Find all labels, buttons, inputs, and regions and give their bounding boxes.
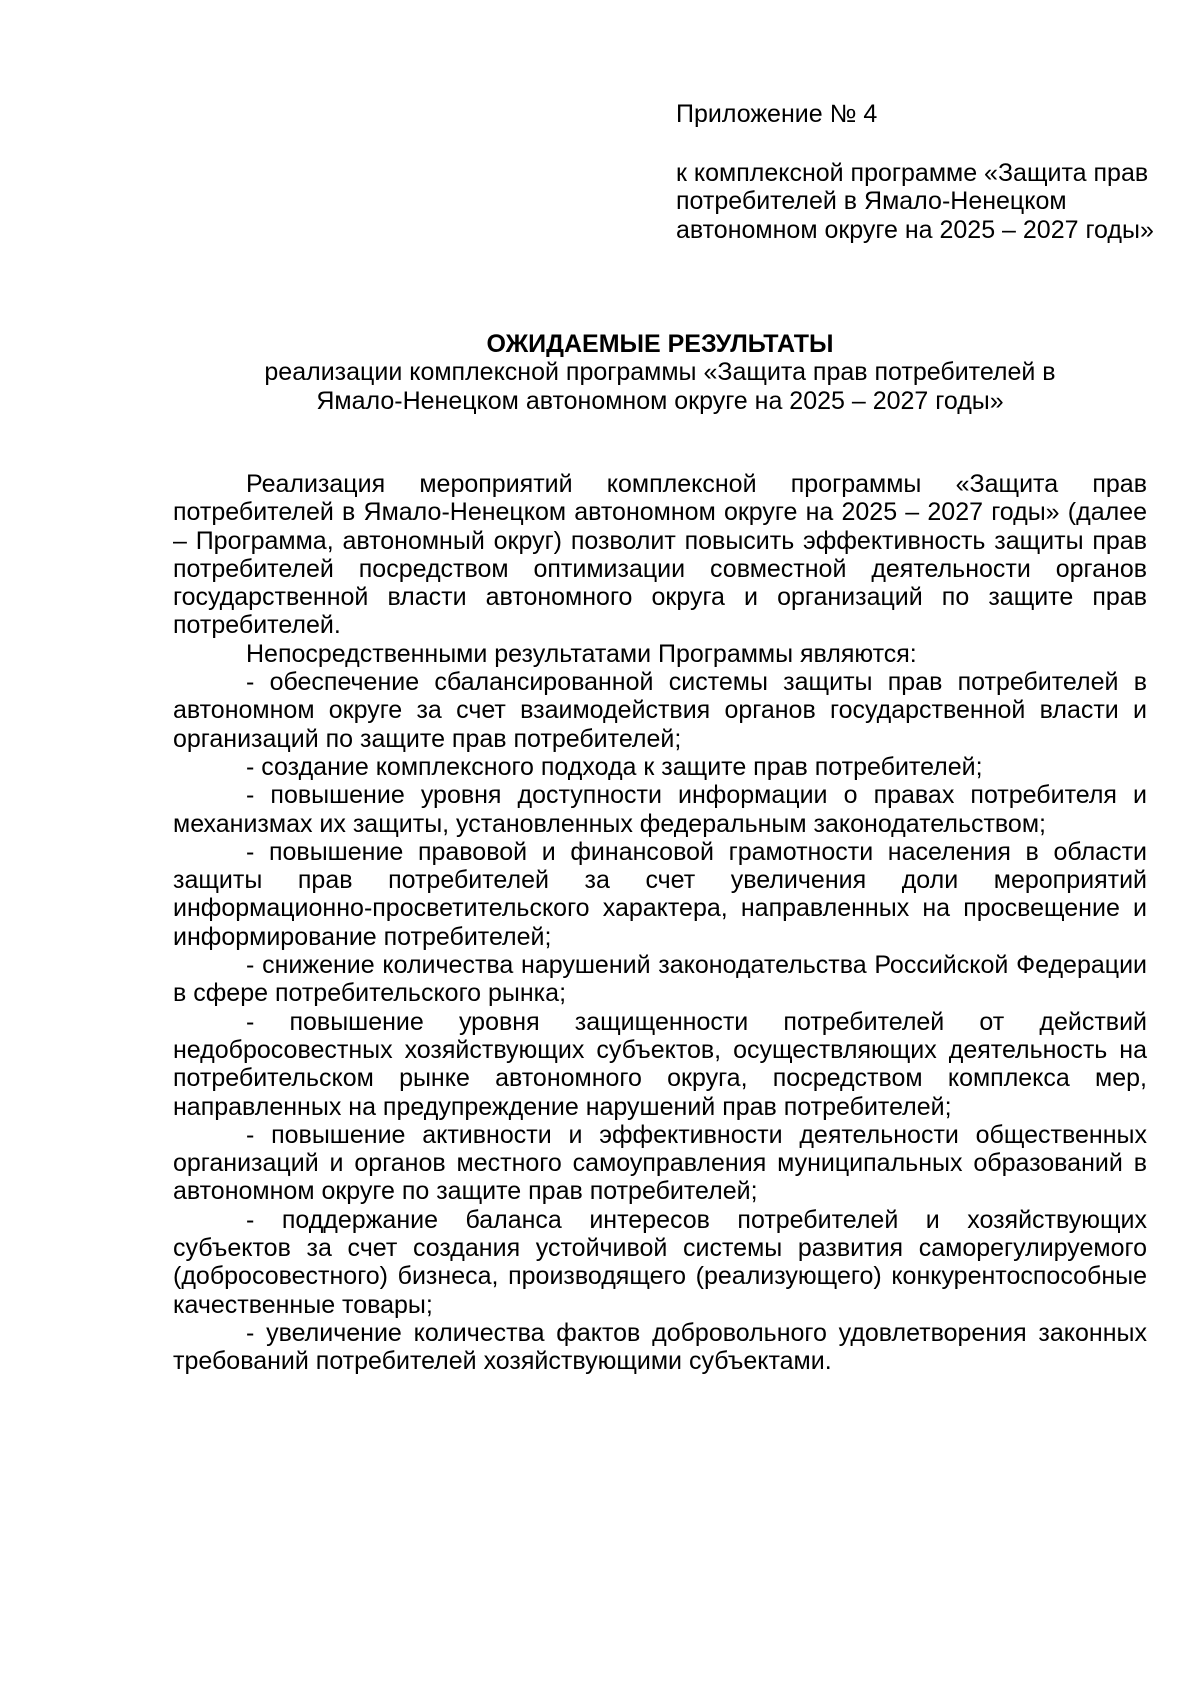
results-lead-paragraph: Непосредственными результатами Программы являются: [246, 639, 917, 668]
result-item: - повышение уровня защищенности потребителей от действий недобросовестных хозяйствующих субъектов, осуществляющих деятельность на потребительском рынке автономного округа, посредством комплекса мер, направленных на предупреждение нарушений прав потребителей; [173, 1007, 1147, 1121]
appendix-reference: к комплексной программе «Защита прав потребителей в Ямало-Ненецком автономном округе на 2025 – 2027 годы» [676, 159, 1154, 244]
result-item: - снижение количества нарушений законодательства Российской Федерации в сфере потребительского рынка; [173, 951, 1147, 1008]
result-item: - создание комплексного подхода к защите прав потребителей; [246, 752, 983, 781]
appendix-number: Приложение № 4 [676, 100, 878, 128]
document-subheading-line-2: Ямало-Ненецком автономном округе на 2025 – 2027 годы» [316, 386, 1004, 415]
intro-paragraph: Реализация мероприятий комплексной программы «Защита прав потребителей в Ямало-Ненецком автономном округе на 2025 – 2027 годы» (далее – Программа, автономный округ) позволит повысить эффективность защиты прав потребителей посредством оптимизации совместной деятельности органов государственной власти автономного округа и организаций по защите прав потребителей. [173, 470, 1147, 640]
result-item: - обеспечение сбалансированной системы защиты прав потребителей в автономном округе за счет взаимодействия органов государственной власти и организаций по защите прав потребителей; [173, 668, 1147, 753]
result-item: - увеличение количества фактов добровольного удовлетворения законных требований потребителей хозяйствующими субъектами. [173, 1318, 1147, 1376]
result-item: - повышение активности и эффективности деятельности общественных организаций и органов местного самоуправления муниципальных образований в автономном округе по защите прав потребителей; [173, 1120, 1147, 1206]
result-item: - повышение уровня доступности информации о правах потребителя и механизмах их защиты, установленных федеральным законодательством; [173, 781, 1147, 838]
document-heading: ОЖИДАЕМЫЕ РЕЗУЛЬТАТЫ [486, 330, 834, 358]
document-body [173, 470, 1147, 1376]
result-item: - поддержание баланса интересов потребителей и хозяйствующих субъектов за счет создания устойчивой системы развития саморегулируемого (добросовестного) бизнеса, производящего (реализующего) конкурентоспособные качественные товары; [173, 1205, 1147, 1319]
document-subheading-line-1: реализации комплексной программы «Защита прав потребителей в [264, 358, 1056, 387]
title-block [170, 330, 1150, 415]
result-item: - повышение правовой и финансовой грамотности населения в области защиты прав потребителей за счет увеличения доли мероприятий информационно-просветительского характера, направленных на просвещение и информирование потребителей; [173, 837, 1147, 951]
